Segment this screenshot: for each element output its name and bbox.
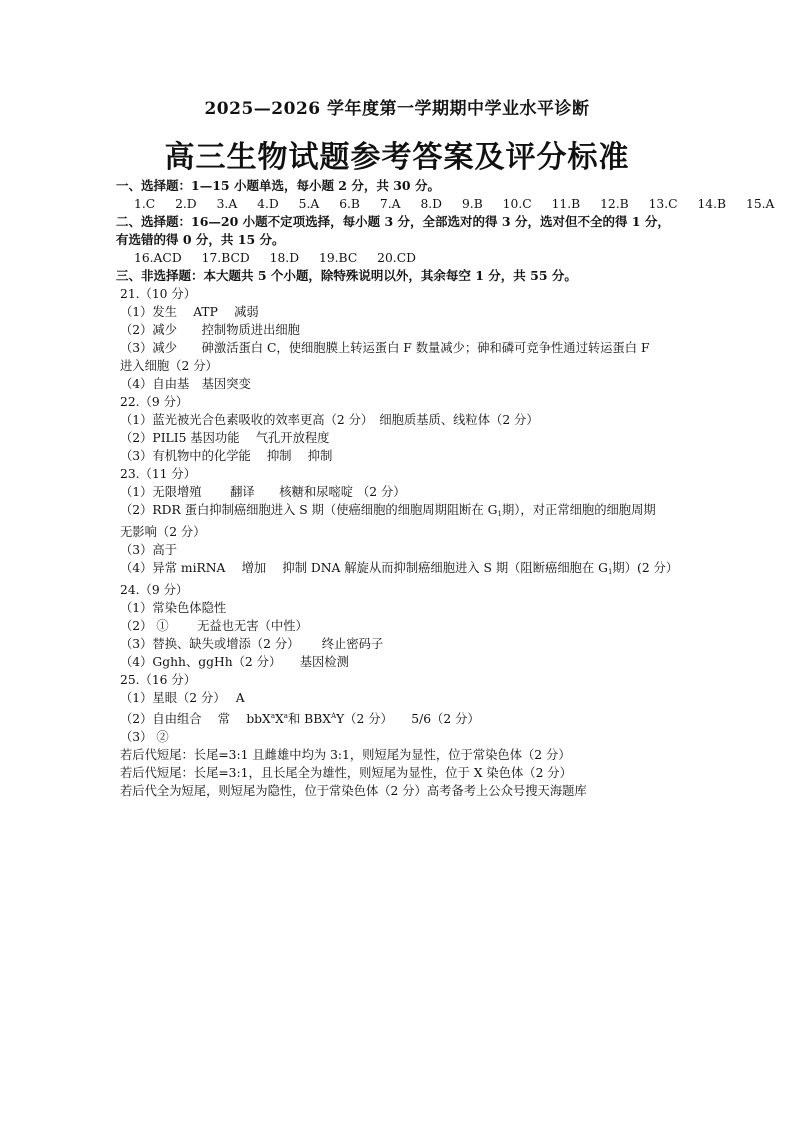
q25-text: （2）自由组合 常 bbX — [120, 712, 271, 726]
q24-line: （2） ① 无益也无害（中性） — [120, 619, 308, 633]
answer-12: 12.B — [600, 197, 629, 211]
q25-text: X — [275, 712, 284, 726]
q25-text: 和 BBX — [287, 712, 331, 726]
q24-heading: 24.（9 分） — [120, 583, 189, 597]
q23-text: （2）RDR 蛋白抑制癌细胞进入 S 期（使癌细胞的细胞周期阻断在 G — [120, 503, 498, 517]
q24-line: （4）Gghh、ggHh（2 分） 基因检测 — [120, 655, 349, 669]
q21-heading: 21.（10 分） — [120, 287, 197, 301]
q22-heading: 22.（9 分） — [120, 395, 189, 409]
q21-line: （3）减少 砷激活蛋白 C，使细胞膜上转运蛋白 F 数量减少；砷和磷可竞争性通过转运蛋白 F — [120, 341, 650, 355]
answer-13: 13.C — [648, 197, 678, 211]
section1-answers — [120, 195, 775, 213]
q23-line — [120, 559, 720, 581]
answer-15: 15.A — [746, 197, 775, 211]
q23-text: 期）(2 分） — [612, 561, 679, 575]
section2-heading-line1: 二、选择题：16—20 小题不定项选择，每小题 3 分，全部选对的得 3 分，选对但不全的得 1 分， — [116, 214, 670, 229]
q21-line: （2）减少 控制物质进出细胞 — [120, 323, 300, 337]
answer-7: 7.A — [379, 197, 401, 211]
section2-heading-line2: 有选错的得 0 分，共 15 分。 — [116, 232, 285, 247]
q25-text: Y（2 分） 5/6（2 分） — [336, 712, 480, 726]
section3-heading: 三、非选择题：本大题共 5 个小题，除特殊说明以外，其余每空 1 分，共 55 分。 — [116, 268, 577, 283]
subscript: 1 — [607, 568, 613, 576]
q21-line: （4）自由基 基因突变 — [120, 377, 251, 391]
superscript: a — [283, 712, 288, 720]
answer-16: 16.ACD — [134, 251, 182, 265]
q22-line: （2）PILI5 基因功能 气孔开放程度 — [120, 431, 330, 445]
answer-4: 4.D — [257, 197, 279, 211]
q25-line: 若后代短尾：长尾=3:1 且雌雄中均为 3:1，则短尾为显性，位于常染色体（2 分） — [120, 748, 571, 762]
q22-line: （3）有机物中的化学能 抑制 抑制 — [120, 449, 333, 463]
q24-line: （3）替换、缺失或增添（2 分） 终止密码子 — [120, 637, 384, 651]
q25-line: 若后代短尾：长尾=3:1，且长尾全为雄性，则短尾为显性，位于 X 染色体（2 分） — [120, 766, 572, 780]
superscript: A — [331, 712, 337, 720]
answer-8: 8.D — [420, 197, 443, 211]
answer-10: 10.C — [502, 197, 532, 211]
q24-line: （1）常染色体隐性 — [120, 601, 227, 615]
q23-line: （1）无限增殖 翻译 核糖和尿嘧啶 （2 分） — [120, 485, 406, 499]
answer-19: 19.BC — [319, 251, 358, 265]
superscript: a — [270, 712, 275, 720]
q21-line: 进入细胞（2 分） — [120, 359, 218, 373]
section2-answers — [120, 249, 720, 267]
answer-11: 11.B — [551, 197, 581, 211]
exam-subtitle: 2025—2026 学年度第一学期期中学业水平诊断 — [204, 99, 590, 119]
page-title: 高三生物试题参考答案及评分标准 — [164, 140, 630, 175]
answer-5: 5.A — [298, 197, 320, 211]
q21-line: （1）发生 ATP 减弱 — [120, 305, 259, 319]
q22-line: （1）蓝光被光合色素吸收的效率更高（2 分） 细胞质基质、线粒体（2 分） — [120, 413, 539, 427]
answer-1: 1.C — [134, 197, 156, 211]
q23-text: （4）异常 miRNA 增加 抑制 DNA 解旋从而抑制癌细胞进入 S 期（阻断癌细胞在 G — [120, 561, 608, 575]
q23-text: 期），对正常细胞的细胞周期 — [501, 503, 656, 517]
q25-heading: 25.（16 分） — [120, 673, 197, 687]
q23-line: （3）高于 — [120, 543, 178, 557]
q23-heading: 23.（11 分） — [120, 467, 197, 481]
answer-6: 6.B — [339, 197, 360, 211]
section1-heading: 一、选择题：1—15 小题单选，每小题 2 分，共 30 分。 — [116, 178, 440, 193]
answer-3: 3.A — [216, 197, 238, 211]
answer-9: 9.B — [461, 197, 483, 211]
answer-20: 20.CD — [377, 251, 416, 265]
subscript: 1 — [497, 510, 502, 518]
answer-body — [116, 177, 775, 800]
q25-line: （3） ② — [120, 730, 169, 744]
q25-line — [120, 707, 720, 728]
answer-14: 14.B — [697, 197, 727, 211]
answer-18: 18.D — [269, 251, 300, 265]
answer-17: 17.BCD — [201, 251, 250, 265]
q23-line: 无影响（2 分） — [120, 525, 206, 539]
q25-line: （1）星眼（2 分） A — [120, 691, 245, 705]
answer-2: 2.D — [175, 197, 197, 211]
q23-line — [120, 501, 720, 523]
q25-line: 若后代全为短尾，则短尾为隐性，位于常染色体（2 分）高考备考上公众号搜天海题库 — [120, 784, 587, 798]
